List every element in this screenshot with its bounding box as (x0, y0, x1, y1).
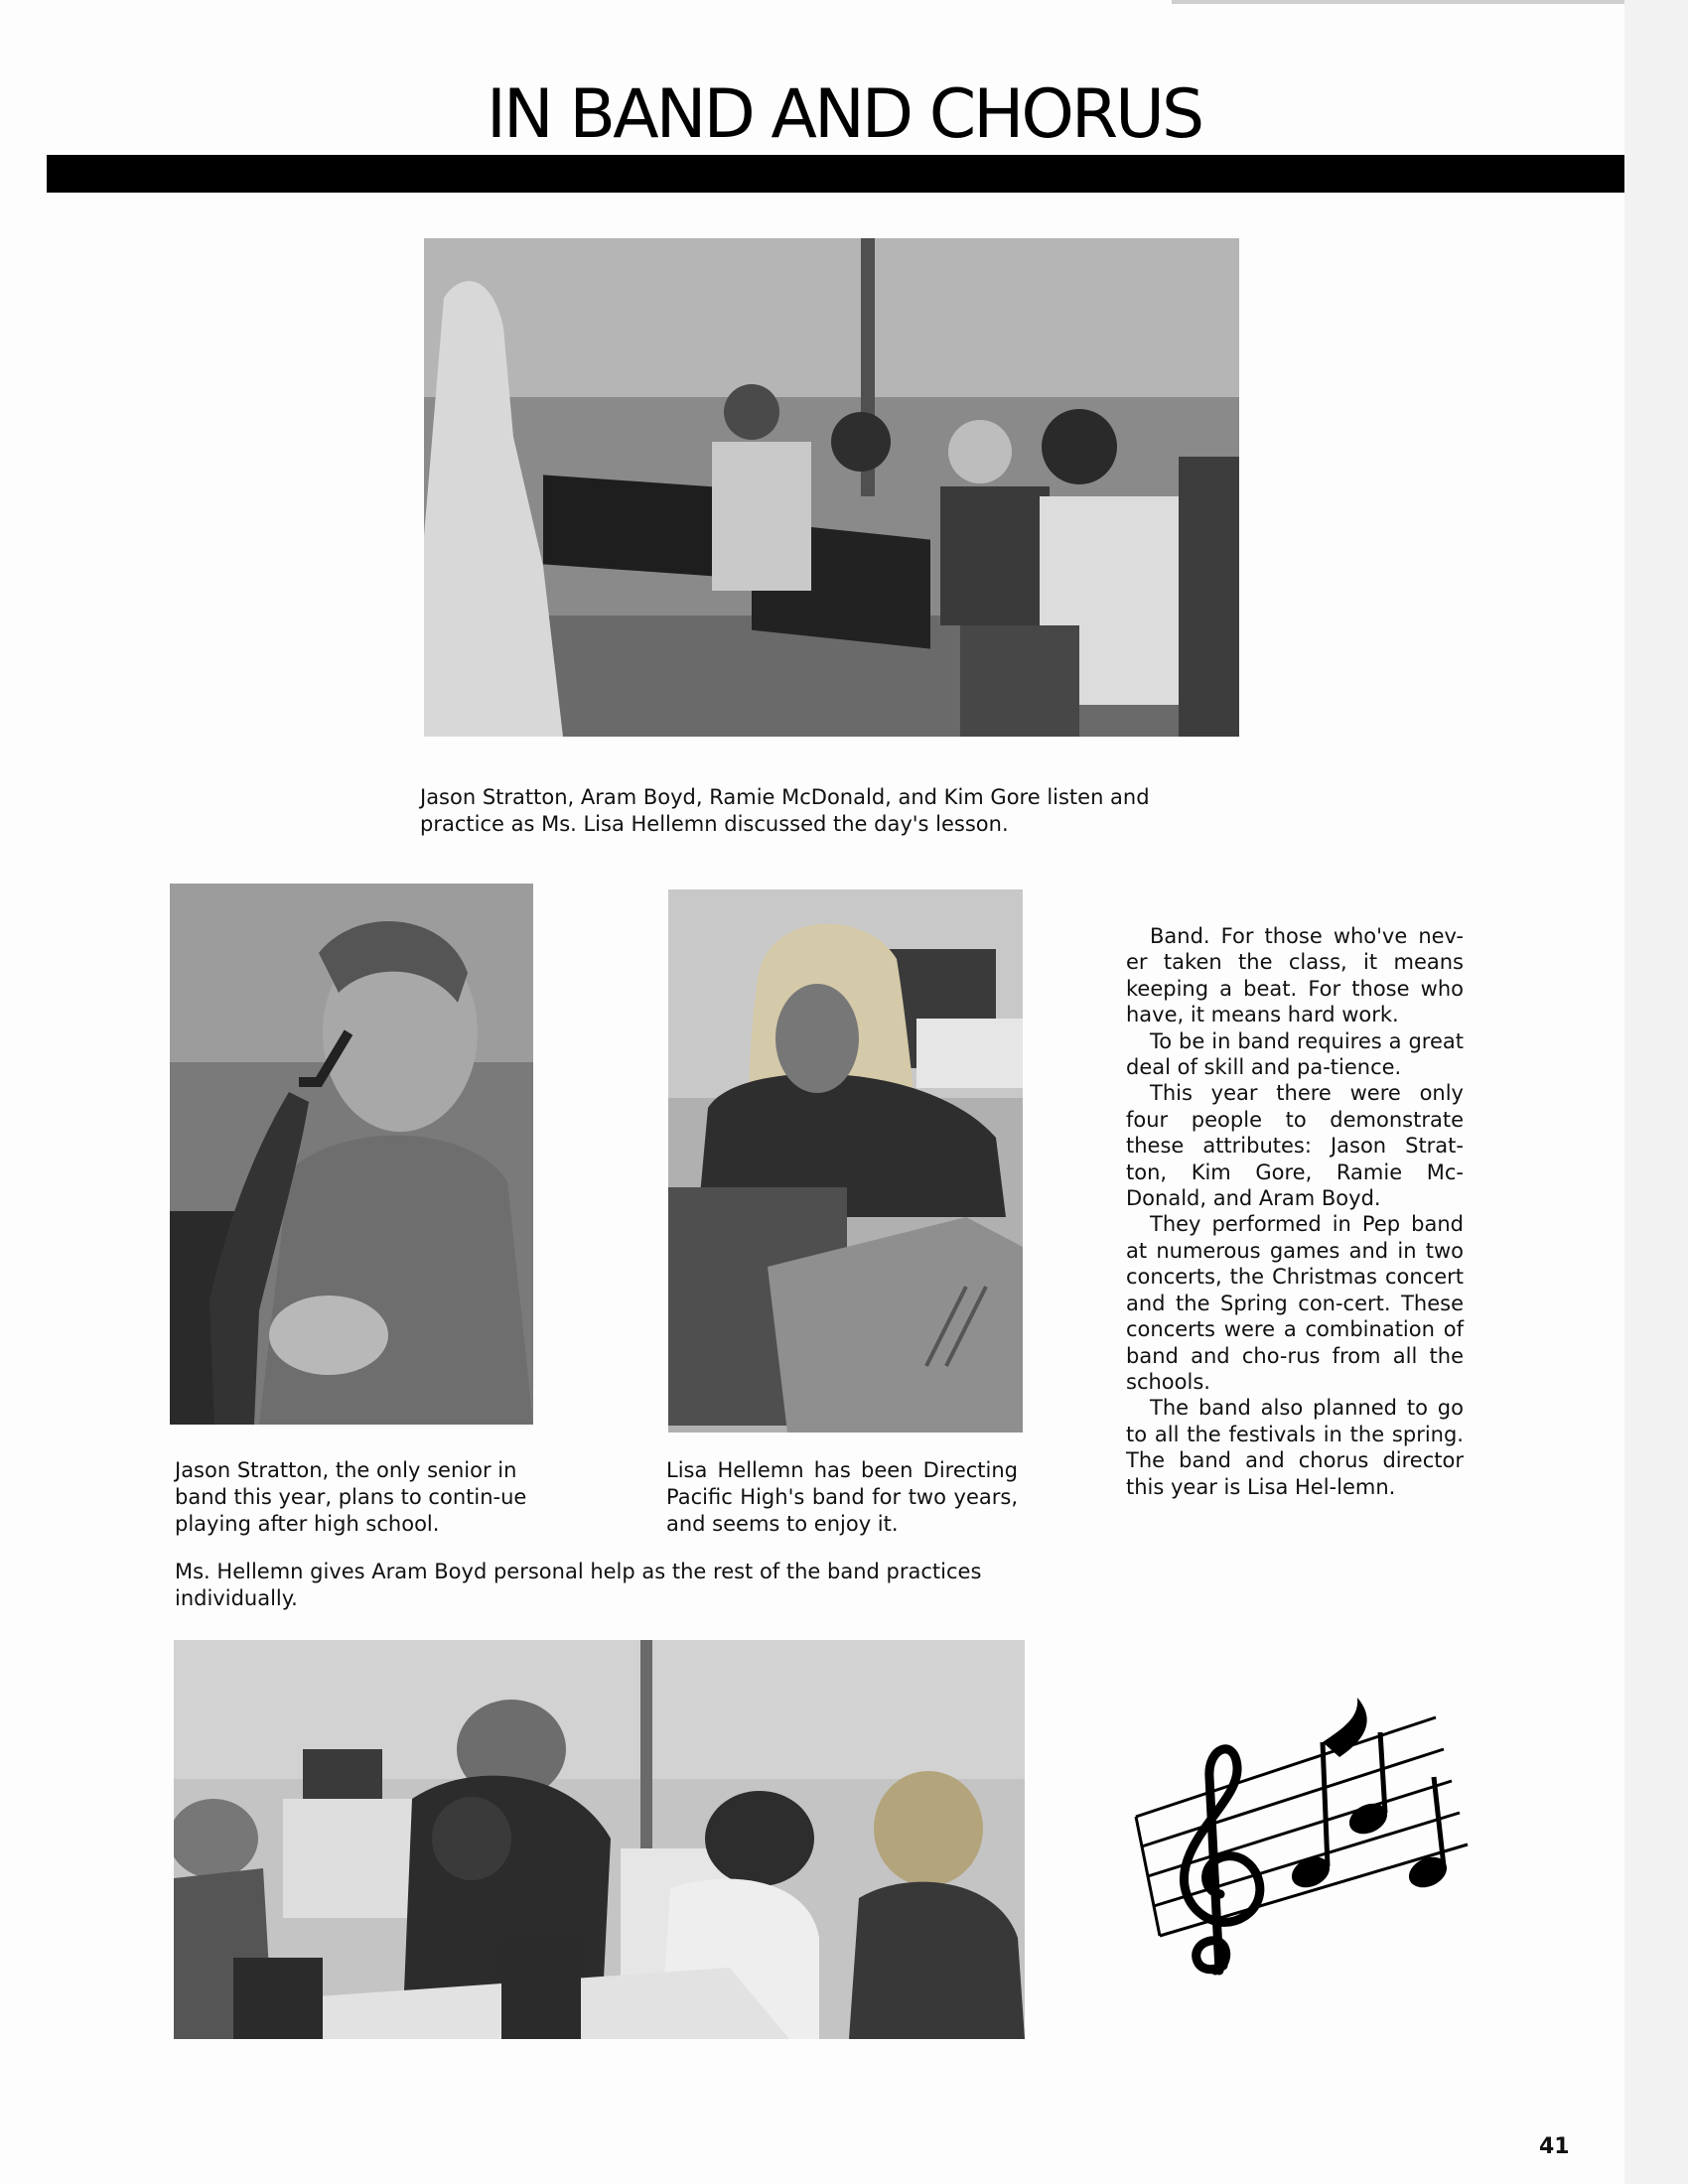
page-edge-top (1172, 0, 1624, 4)
article-paragraph: They performed in Pep band at numerous games and in two concerts, the Christmas concert and the Spring con-cert. These concerts were a combination of band and cho-rus from all the schools. (1126, 1212, 1464, 1394)
photo-saxophone-player (170, 884, 533, 1425)
article-paragraph: To be in band requires a great deal of skill and pa-tience. (1126, 1028, 1464, 1080)
photo-band-rehearsal-image (424, 238, 1239, 737)
photo-saxophone-player-image (170, 884, 533, 1425)
article-paragraph: This year there were only four people to demonstrate these attributes: Jason Strat-ton, Kim Gore, Ramie Mc-Donald, and Aram Boyd. (1126, 1081, 1464, 1211)
caption-band-director: Lisa Hellemn has been Directing Pacific High's band for two years, and seems to enjoy it. (666, 1458, 1018, 1536)
caption-saxophone-player: Jason Stratton, the only senior in band this year, plans to contin-ue playing after high school. (175, 1458, 527, 1536)
caption-personal-help: Ms. Hellemn gives Aram Boyd personal help as the rest of the band practices individually. (175, 1560, 982, 1610)
photo-band-practice (174, 1640, 1025, 2039)
treble-clef-music-notes-icon (1116, 1628, 1483, 2005)
photo-band-director (668, 889, 1023, 1433)
photo-band-director-image (668, 889, 1023, 1433)
article-paragraph: The band also planned to go to all the festivals in the spring. The band and chorus director this year is Lisa Hel-lemn. (1126, 1396, 1464, 1499)
title-rule (47, 155, 1624, 193)
page-number: 41 (1539, 2134, 1570, 2159)
page-edge (1624, 0, 1688, 2184)
music-staff-graphic (1116, 1628, 1483, 2005)
page-title: IN BAND AND CHORUS (486, 75, 1202, 154)
photo-band-rehearsal (424, 238, 1239, 737)
photo-band-practice-image (174, 1640, 1025, 2039)
article-body (1126, 923, 1464, 1500)
article-paragraph: Band. For those who've nev-er taken the class, it means keeping a beat. For those who have, it means hard work. (1126, 924, 1464, 1027)
caption-band-rehearsal: Jason Stratton, Aram Boyd, Ramie McDonald, and Kim Gore listen and practice as Ms. Lisa Hellemn discussed the day's lesson. (420, 785, 1150, 836)
